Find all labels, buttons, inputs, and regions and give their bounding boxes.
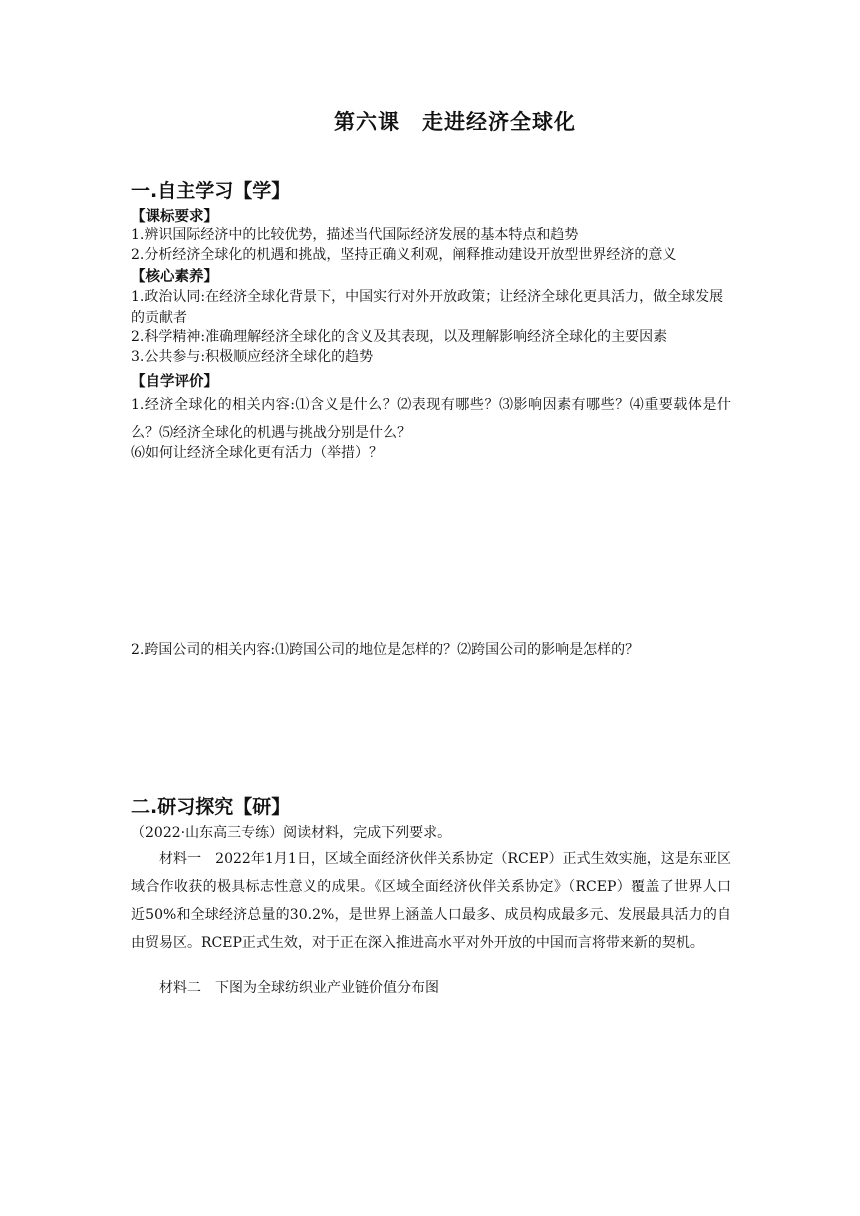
heading-core-literacy: 【核心素养】 (131, 269, 218, 285)
literacy-item: 3.公共参与:积极顺应经济全球化的趋势 (131, 349, 374, 365)
section-heading-self-study: 一.自主学习【学】 (131, 180, 291, 202)
material-two: 材料二 下图为全球纺织业产业链价值分布图 (159, 980, 439, 996)
literacy-item: 1.政治认同:在经济全球化背景下，中国实行对外开放政策；让经济全球化更具活力，做全球发展的贡献者 (131, 289, 724, 326)
self-eval-question-1-part6: ⑹如何让经济全球化更有活力（举措）？ (131, 445, 383, 461)
heading-self-evaluation: 【自学评价】 (131, 374, 218, 390)
material-one: 材料一 2022年1月1日，区域全面经济伙伴关系协定（RCEP）正式生效实施，这是东亚区域合作收获的极具标志性意义的成果。《区域全面经济伙伴关系协定》（RCEP）覆盖了世界人口近50%和全球经济总量的30.2%，是世界上涵盖人口最多、成员构成最多元、发展最具活力的自由贸易区。RCEP正式生效，对于正在深入推进高水平对外开放的中国而言将带来新的契机。 (131, 851, 731, 951)
lesson-title: 第六课 走进经济全球化 (334, 110, 576, 134)
self-eval-question-1: 1.经济全球化的相关内容:⑴含义是什么？⑵表现有哪些？⑶影响因素有哪些？⑷重要载体是什么？⑸经济全球化的机遇与挑战分别是什么？ (131, 397, 731, 441)
self-eval-question-2: 2.跨国公司的相关内容:⑴跨国公司的地位是怎样的？⑵跨国公司的影响是怎样的？ (131, 642, 640, 658)
curriculum-item: 2.分析经济全球化的机遇和挑战，坚持正确义利观，阐释推动建设开放型世界经济的意义 (131, 247, 677, 263)
source-note: （2022·山东高三专练）阅读材料，完成下列要求。 (131, 825, 452, 841)
curriculum-item: 1.辨识国际经济中的比较优势，描述当代国际经济发展的基本特点和趋势 (131, 227, 579, 243)
literacy-item: 2.科学精神:准确理解经济全球化的含义及其表现，以及理解影响经济全球化的主要因素 (131, 329, 668, 345)
heading-curriculum-requirements: 【课标要求】 (131, 209, 218, 225)
section-heading-research: 二.研习探究【研】 (131, 796, 291, 818)
